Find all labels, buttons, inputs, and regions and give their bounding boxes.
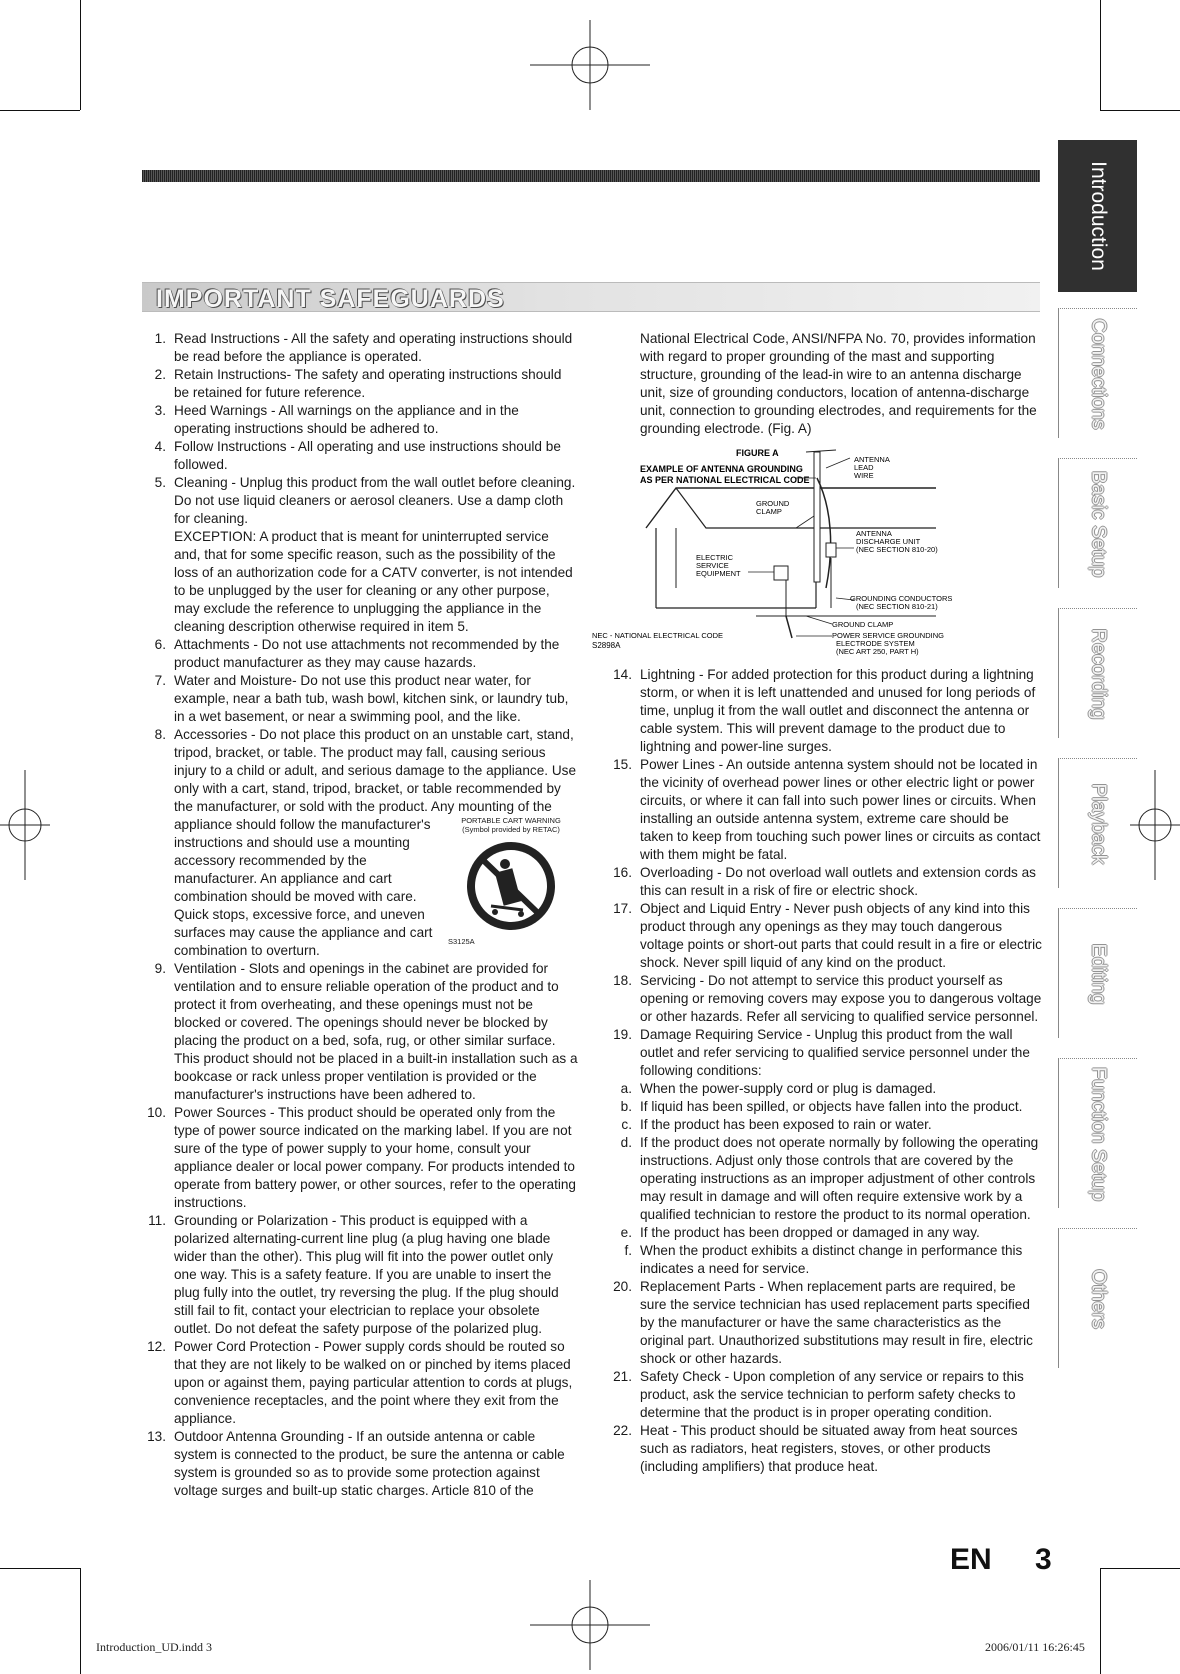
svg-text:POWER SERVICE GROUNDING: POWER SERVICE GROUNDING <box>832 631 944 640</box>
list-item: 16. Overloading - Do not overload wall outlets and extension cords as this can result in a risk of fire or electric shock. <box>613 865 1036 898</box>
cart-warning-code: S3125A <box>448 937 475 946</box>
list-item: 10. Power Sources - This product should be operated only from the type of power source indicated on the marking label. If you are not sure of the type of power supply to your home, consult your appliance dealer or local power company. For products intended to operate from battery power, or other sources, refer to the operating instructions. <box>147 1105 576 1210</box>
list-item: 5. Cleaning - Unplug this product from the wall outlet before cleaning. Do not use liquid cleaners or aerosol cleaners. Use a damp cloth for cleaning. <box>154 475 576 526</box>
cart-warning-subtitle: (Symbol provided by RETAC) <box>462 825 560 834</box>
section-title-bar <box>142 282 1040 312</box>
exception-paragraph: EXCEPTION: A product that is meant for uninterrupted service and, that for some specific reason, such as the possibility of the loss of an authorization code for a CATV converter, is not intended to be unplugged by the user for cleaning or any other purpose, may exclude the reference to unplugging the appliance in the cleaning description otherwise required in item 5. <box>174 529 573 634</box>
figure-heading-1: EXAMPLE OF ANTENNA GROUNDING <box>640 464 803 474</box>
list-item: 20. Replacement Parts - When replacement parts are required, be sure the service technician has used replacement parts specified by the manufacturer or have the same characteristics as the original part. Unauthorized substitutions may result in fire, electric shock or other hazards. <box>613 1279 1033 1366</box>
side-tab-editing[interactable]: Editing <box>1058 908 1137 1038</box>
crop-mark <box>1100 0 1101 110</box>
svg-text:(NEC SECTION 810-20): (NEC SECTION 810-20) <box>856 545 938 554</box>
cart-warning-title: PORTABLE CART WARNING <box>461 816 561 825</box>
list-item: 11. Grounding or Polarization - This product is equipped with a polarized alternating-current line plug (a plug having one blade wider than the other). This plug will fit into the power outlet only one way. This is a safety feature. If you are unable to insert the plug fully into the outlet, try reversing the plug. If the plug should still fail to fit, contact your electrician to replace your obsolete outlet. Do not defeat the safety purpose of the polarized plug. <box>148 1213 559 1336</box>
side-tab-playback[interactable]: Playback <box>1058 758 1137 888</box>
list-item: 9. Ventilation - Slots and openings in the cabinet are provided for ventilation and to ensure reliable operation of the product and to protect it from overheating, and these openings must not be blocked or covered. The openings should never be blocked by placing the product on a bed, sofa, rug, or other similar surface. This product should not be placed in a built-in installation such as a bookcase or rack unless proper ventilation is provided or the manufacturer's instructions have been adhered to. <box>154 961 578 1102</box>
svg-text:NEC - NATIONAL ELECTRICAL CODE: NEC - NATIONAL ELECTRICAL CODE <box>592 631 723 640</box>
list-item: 17. Object and Liquid Entry - Never push objects of any kind into this product through any openings as they may touch dangerous voltage points or short-out parts that could result in a fire or electric shock. Never spill liquid of any kind on the product. <box>613 901 1042 970</box>
list-item: 15. Power Lines - An outside antenna system should not be located in the vicinity of overhead power lines or other electric light or power circuits, or where it can fall into such power lines or circuits. When installing an outside antenna system, extreme care should be taken to keep from touching such power lines or circuits as contact with them might be fatal. <box>613 757 1041 862</box>
list-item: 3. Heed Warnings - All warnings on the appliance and in the operating instructions should be adhered to. <box>154 403 519 436</box>
safeguard-list-d <box>612 666 1044 1476</box>
list-item: 4. Follow Instructions - All operating and use instructions should be followed. <box>154 439 561 472</box>
list-item: b. If liquid has been spilled, or objects have fallen into the product. <box>620 1099 1023 1114</box>
left-column <box>146 330 578 1500</box>
footer-timestamp: 2006/01/11 16:26:45 <box>985 1640 1085 1654</box>
figure-title: FIGURE A <box>736 448 779 458</box>
svg-text:ANTENNA: ANTENNA <box>854 455 890 464</box>
right-column <box>612 666 1044 1476</box>
svg-text:ANTENNA: ANTENNA <box>856 529 892 538</box>
side-tab-basic-setup[interactable]: Basic Setup <box>1058 458 1137 588</box>
list-item: 8. Accessories - Do not place this product on an unstable cart, stand, tripod, bracket, or table. The product may fall, causing serious injury to a child or adult, and serious damage to the appliance. Use only with a cart, stand, tripod, bracket, or table recommended by the manufacturer, or sold with the product. Any mounting of the <box>154 727 577 814</box>
svg-text:WIRE: WIRE <box>854 471 874 480</box>
antenna-intro-paragraph: National Electrical Code, ANSI/NFPA No. 70, provides information with regard to proper grounding of the mast and supporting structure, grounding of the lead-in wire to an antenna discharge unit, size of grounding conductors, location of antenna-discharge unit, connection to grounding electrodes, and requirements for the grounding electrode. (Fig. A) <box>640 331 1037 436</box>
svg-text:EQUIPMENT: EQUIPMENT <box>696 569 741 578</box>
antenna-mast <box>814 452 820 582</box>
side-tab-recording[interactable]: Recording <box>1058 608 1137 738</box>
crop-mark <box>1100 1568 1180 1569</box>
right-column-intro <box>612 330 1044 438</box>
svg-text:GROUND: GROUND <box>756 499 790 508</box>
list-item: 13. Outdoor Antenna Grounding - If an outside antenna or cable system is connected to the product, be sure the antenna or cable system is grounded so as to provide some protection against voltage surges and built-up static charges. Article 810 of the <box>147 1429 565 1498</box>
section-title: IMPORTANT SAFEGUARDS <box>156 285 505 313</box>
svg-text:GROUND CLAMP: GROUND CLAMP <box>832 620 894 629</box>
svg-text:GROUNDING CONDUCTORS: GROUNDING CONDUCTORS <box>850 594 953 603</box>
svg-text:(NEC SECTION 810-21): (NEC SECTION 810-21) <box>856 602 938 611</box>
list-item: d. If the product does not operate normally by following the operating instructions. Adjust only those controls that are covered by the operating instructions as an improper adjustment of other controls may result in damage and will often require extensive work by a qualified technician to restore the product to its normal operation. <box>620 1135 1039 1222</box>
list-item: 14. Lightning - For added protection for this product during a lightning storm, or when it is left unattended and unused for long periods of time, unplug it from the wall outlet and disconnect the antenna or cable system. This will prevent damage to the product due to lightning and power-line surges. <box>613 667 1036 754</box>
svg-text:DISCHARGE UNIT: DISCHARGE UNIT <box>856 537 921 546</box>
list-item: 6. Attachments - Do not use attachments not recommended by the product manufacturer as they may cause hazards. <box>154 637 560 670</box>
list-item: f. When the product exhibits a distinct change in performance this indicates a need for service. <box>624 1243 1023 1276</box>
list-item: 19. Damage Requiring Service - Unplug this product from the wall outlet and refer servicing to qualified service personnel under the following conditions: <box>613 1027 1030 1078</box>
side-tab-function-setup[interactable]: Function Setup <box>1058 1058 1137 1208</box>
svg-text:(NEC ART 250, PART H): (NEC ART 250, PART H) <box>836 647 919 656</box>
service-equipment <box>774 566 788 580</box>
svg-text:ELECTRODE SYSTEM: ELECTRODE SYSTEM <box>836 639 915 648</box>
list-item: 1. Read Instructions - All the safety and operating instructions should be read before the appliance is operated. <box>154 331 573 364</box>
list-item: 22. Heat - This product should be situated away from heat sources such as radiators, heat registers, stoves, or other products (including amplifiers) that produce heat. <box>613 1423 1018 1474</box>
crop-mark <box>0 1568 80 1569</box>
discharge-unit <box>826 543 836 557</box>
page-number: 3 <box>1035 1543 1052 1576</box>
side-tab-connections[interactable]: Connections <box>1058 308 1137 438</box>
safeguard-list-c <box>146 960 578 1500</box>
item8-continuation: appliance should follow the manufacturer's instructions and should use a mounting accessory recommended by the manufacturer. An appliance and cart combination should be moved with care. Quick stops, excessive force, and uneven surfaces may cause the appliance and cart combination to overturn. PORTABLE CART WARNING (Symbol provided by RETAC) S3125A <box>174 816 578 960</box>
footer-filename: Introduction_UD.indd 3 <box>96 1640 212 1654</box>
list-item: e. If the product has been dropped or damaged in any way. <box>620 1225 980 1240</box>
list-item: c. If the product has been exposed to rain or water. <box>621 1117 932 1132</box>
house-roof <box>646 488 936 528</box>
svg-text:S2898A: S2898A <box>592 641 621 650</box>
cart-tipping-icon <box>465 840 557 932</box>
antenna-grounding-figure <box>592 448 1046 658</box>
registration-mark <box>530 20 650 110</box>
page-language: EN <box>950 1543 992 1576</box>
svg-text:SERVICE: SERVICE <box>696 561 729 570</box>
safeguard-list-b <box>146 636 578 816</box>
cart-warning-box <box>436 816 586 946</box>
figure-heading-2: AS PER NATIONAL ELECTRICAL CODE <box>640 475 810 485</box>
header-banner <box>142 170 1040 182</box>
list-item: 7. Water and Moisture- Do not use this product near water, for example, near a bath tub, wash bowl, kitchen sink, or laundry tub, in a wet basement, or near a swimming pool, and the like. <box>154 673 569 724</box>
svg-text:ELECTRIC: ELECTRIC <box>696 553 734 562</box>
list-item: a. When the power-supply cord or plug is damaged. <box>620 1081 937 1096</box>
crop-mark <box>0 110 80 111</box>
crop-mark <box>80 0 81 110</box>
safeguard-list-a <box>146 330 578 528</box>
list-item: 21. Safety Check - Upon completion of any service or repairs to this product, ask the service technician to perform safety checks to determine that the product is in proper operating condition. <box>613 1369 1024 1420</box>
side-tab-introduction[interactable]: Introduction <box>1058 140 1137 292</box>
side-tab-others[interactable]: Others <box>1058 1228 1137 1368</box>
crop-mark <box>1100 110 1180 111</box>
svg-text:LEAD: LEAD <box>854 463 874 472</box>
list-item: 12. Power Cord Protection - Power supply cords should be routed so that they are not likely to be walked on or pinched by items placed upon or against them, paying particular attention to cords at plugs, convenience receptacles, and the point where they exit from the appliance. <box>147 1339 573 1426</box>
list-item: 18. Servicing - Do not attempt to service this product yourself as opening or removing covers may expose you to dangerous voltage or other hazards. Refer all servicing to qualified service personnel. <box>613 973 1042 1024</box>
registration-mark <box>530 1580 650 1670</box>
crop-mark <box>80 1568 81 1674</box>
list-item: 2. Retain Instructions- The safety and operating instructions should be retained for future reference. <box>154 367 562 400</box>
svg-text:CLAMP: CLAMP <box>756 507 782 516</box>
registration-mark <box>0 770 50 880</box>
crop-mark <box>1100 1568 1101 1674</box>
registration-mark <box>1130 770 1180 880</box>
